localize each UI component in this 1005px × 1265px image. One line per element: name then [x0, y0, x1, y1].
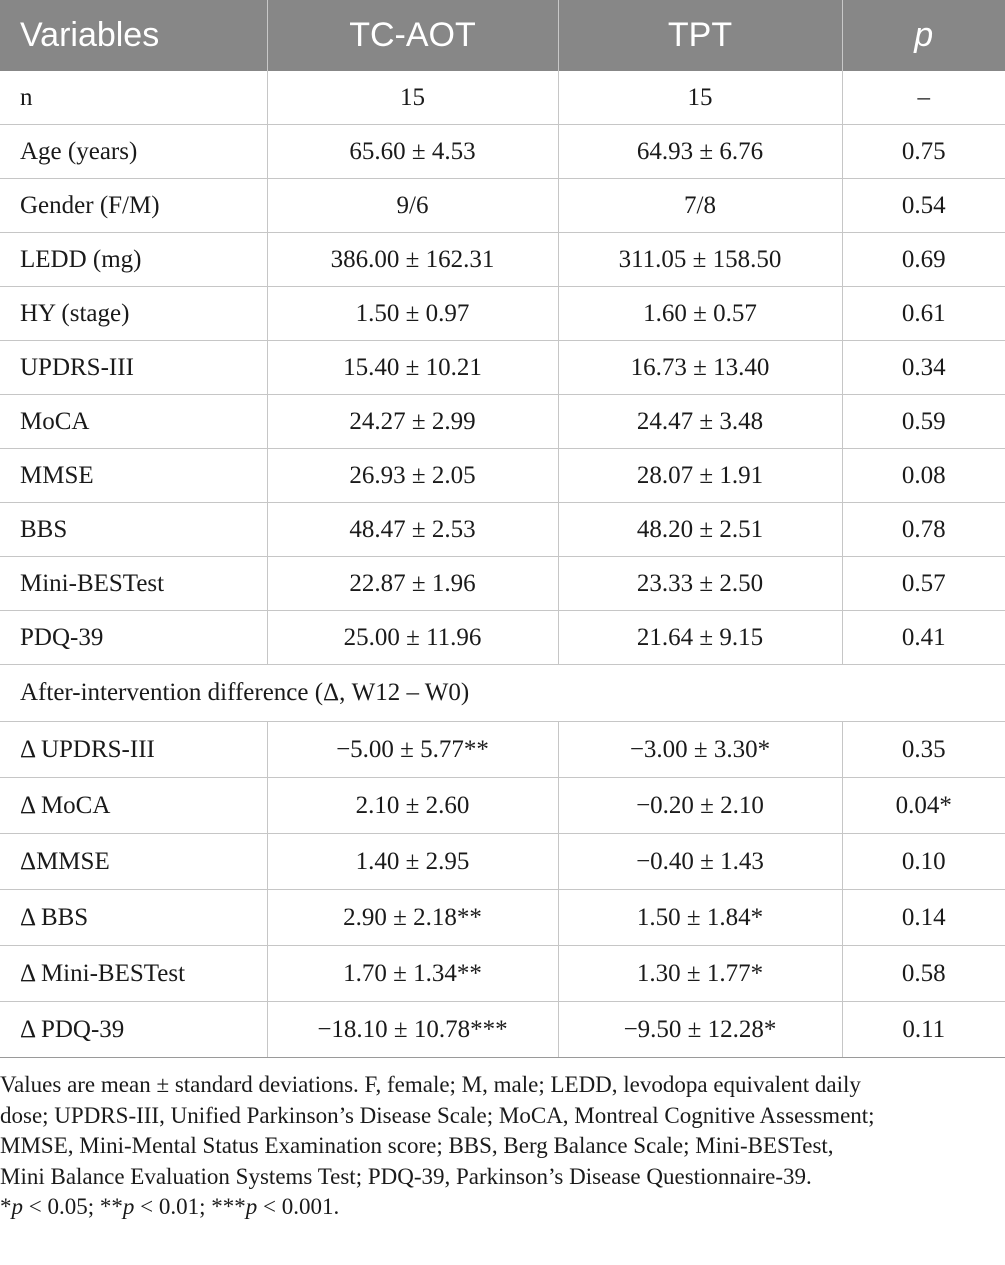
cell-tc-aot: 15.40 ± 10.21 — [267, 341, 558, 395]
cell-p: 0.11 — [842, 1002, 1005, 1058]
cell-tc-aot: −18.10 ± 10.78*** — [267, 1002, 558, 1058]
table-row — [0, 341, 1005, 395]
cell-variable: Δ MoCA — [0, 778, 267, 834]
table-row — [0, 778, 1005, 834]
cell-tc-aot: 22.87 ± 1.96 — [267, 557, 558, 611]
cell-variable: UPDRS-III — [0, 341, 267, 395]
cell-tc-aot: 1.40 ± 2.95 — [267, 834, 558, 890]
cell-tpt: −0.20 ± 2.10 — [558, 778, 842, 834]
cell-variable: Mini-BESTest — [0, 557, 267, 611]
cell-variable: ΔMMSE — [0, 834, 267, 890]
table-row — [0, 449, 1005, 503]
cell-p: 0.10 — [842, 834, 1005, 890]
table-footnote — [0, 1070, 1005, 1223]
cell-p: 0.54 — [842, 179, 1005, 233]
significance-legend: *p < 0.05; **p < 0.01; ***p < 0.001. — [0, 1194, 340, 1219]
cell-tpt: 48.20 ± 2.51 — [558, 503, 842, 557]
table-row — [0, 287, 1005, 341]
cell-variable: Δ PDQ-39 — [0, 1002, 267, 1058]
cell-variable: Age (years) — [0, 125, 267, 179]
cell-p: 0.35 — [842, 722, 1005, 778]
cell-tpt: −9.50 ± 12.28* — [558, 1002, 842, 1058]
table-row — [0, 557, 1005, 611]
table-row — [0, 834, 1005, 890]
table-header-row — [0, 0, 1005, 71]
cell-tpt: 21.64 ± 9.15 — [558, 611, 842, 665]
cell-tpt: 23.33 ± 2.50 — [558, 557, 842, 611]
cell-variable: Gender (F/M) — [0, 179, 267, 233]
footnote-line: dose; UPDRS-III, Unified Parkinson’s Disease Scale; MoCA, Montreal Cognitive Assessment; — [0, 1102, 875, 1128]
table-row — [0, 179, 1005, 233]
cell-tc-aot: 9/6 — [267, 179, 558, 233]
table-row — [0, 395, 1005, 449]
cell-variable: MMSE — [0, 449, 267, 503]
cell-tpt: −0.40 ± 1.43 — [558, 834, 842, 890]
cell-p: 0.04* — [842, 778, 1005, 834]
cell-p: 0.14 — [842, 890, 1005, 946]
table-row — [0, 946, 1005, 1002]
cell-tpt: 311.05 ± 158.50 — [558, 233, 842, 287]
header-tpt: TPT — [558, 0, 842, 71]
cell-tc-aot: 2.10 ± 2.60 — [267, 778, 558, 834]
cell-tc-aot: 24.27 ± 2.99 — [267, 395, 558, 449]
cell-p: 0.61 — [842, 287, 1005, 341]
cell-variable: Δ BBS — [0, 890, 267, 946]
cell-variable: BBS — [0, 503, 267, 557]
header-tc-aot: TC-AOT — [267, 0, 558, 71]
cell-p: 0.08 — [842, 449, 1005, 503]
cell-variable: n — [0, 71, 267, 125]
cell-tc-aot: 1.50 ± 0.97 — [267, 287, 558, 341]
section-title: After-intervention difference (Δ, W12 – W0) — [0, 665, 1005, 722]
cell-tpt: 24.47 ± 3.48 — [558, 395, 842, 449]
cell-tpt: 28.07 ± 1.91 — [558, 449, 842, 503]
table-row — [0, 503, 1005, 557]
cell-variable: MoCA — [0, 395, 267, 449]
cell-tc-aot: 1.70 ± 1.34** — [267, 946, 558, 1002]
footnote-line: Values are mean ± standard deviations. F, female; M, male; LEDD, levodopa equivalent daily — [0, 1072, 861, 1097]
cell-tpt: 1.50 ± 1.84* — [558, 890, 842, 946]
footnote-line: MMSE, Mini-Mental Status Examination score; BBS, Berg Balance Scale; Mini-BESTest, — [0, 1133, 834, 1158]
header-variables: Variables — [0, 0, 267, 71]
cell-variable: Δ Mini-BESTest — [0, 946, 267, 1002]
table-row — [0, 722, 1005, 778]
table-row — [0, 125, 1005, 179]
cell-tpt: 7/8 — [558, 179, 842, 233]
cell-p: – — [842, 71, 1005, 125]
table-row — [0, 1002, 1005, 1058]
cell-variable: Δ UPDRS-III — [0, 722, 267, 778]
cell-p: 0.58 — [842, 946, 1005, 1002]
cell-tpt: 16.73 ± 13.40 — [558, 341, 842, 395]
cell-p: 0.69 — [842, 233, 1005, 287]
cell-tpt: −3.00 ± 3.30* — [558, 722, 842, 778]
cell-tc-aot: −5.00 ± 5.77** — [267, 722, 558, 778]
cell-variable: LEDD (mg) — [0, 233, 267, 287]
cell-variable: HY (stage) — [0, 287, 267, 341]
cell-tc-aot: 386.00 ± 162.31 — [267, 233, 558, 287]
table-row — [0, 890, 1005, 946]
cell-p: 0.75 — [842, 125, 1005, 179]
cell-variable: PDQ-39 — [0, 611, 267, 665]
cell-p: 0.57 — [842, 557, 1005, 611]
cell-tpt: 1.60 ± 0.57 — [558, 287, 842, 341]
cell-tpt: 1.30 ± 1.77* — [558, 946, 842, 1002]
cell-p: 0.59 — [842, 395, 1005, 449]
cell-p: 0.34 — [842, 341, 1005, 395]
header-p: p — [842, 0, 1005, 71]
cell-p: 0.41 — [842, 611, 1005, 665]
footnote-line: Mini Balance Evaluation Systems Test; PDQ-39, Parkinson’s Disease Questionnaire-39. — [0, 1163, 812, 1189]
cell-tpt: 64.93 ± 6.76 — [558, 125, 842, 179]
cell-tc-aot: 65.60 ± 4.53 — [267, 125, 558, 179]
section-row — [0, 665, 1005, 722]
table-row — [0, 611, 1005, 665]
cell-tpt: 15 — [558, 71, 842, 125]
cell-p: 0.78 — [842, 503, 1005, 557]
cell-tc-aot: 26.93 ± 2.05 — [267, 449, 558, 503]
table-row — [0, 71, 1005, 125]
cell-tc-aot: 48.47 ± 2.53 — [267, 503, 558, 557]
cell-tc-aot: 2.90 ± 2.18** — [267, 890, 558, 946]
cell-tc-aot: 15 — [267, 71, 558, 125]
cell-tc-aot: 25.00 ± 11.96 — [267, 611, 558, 665]
table-row — [0, 233, 1005, 287]
